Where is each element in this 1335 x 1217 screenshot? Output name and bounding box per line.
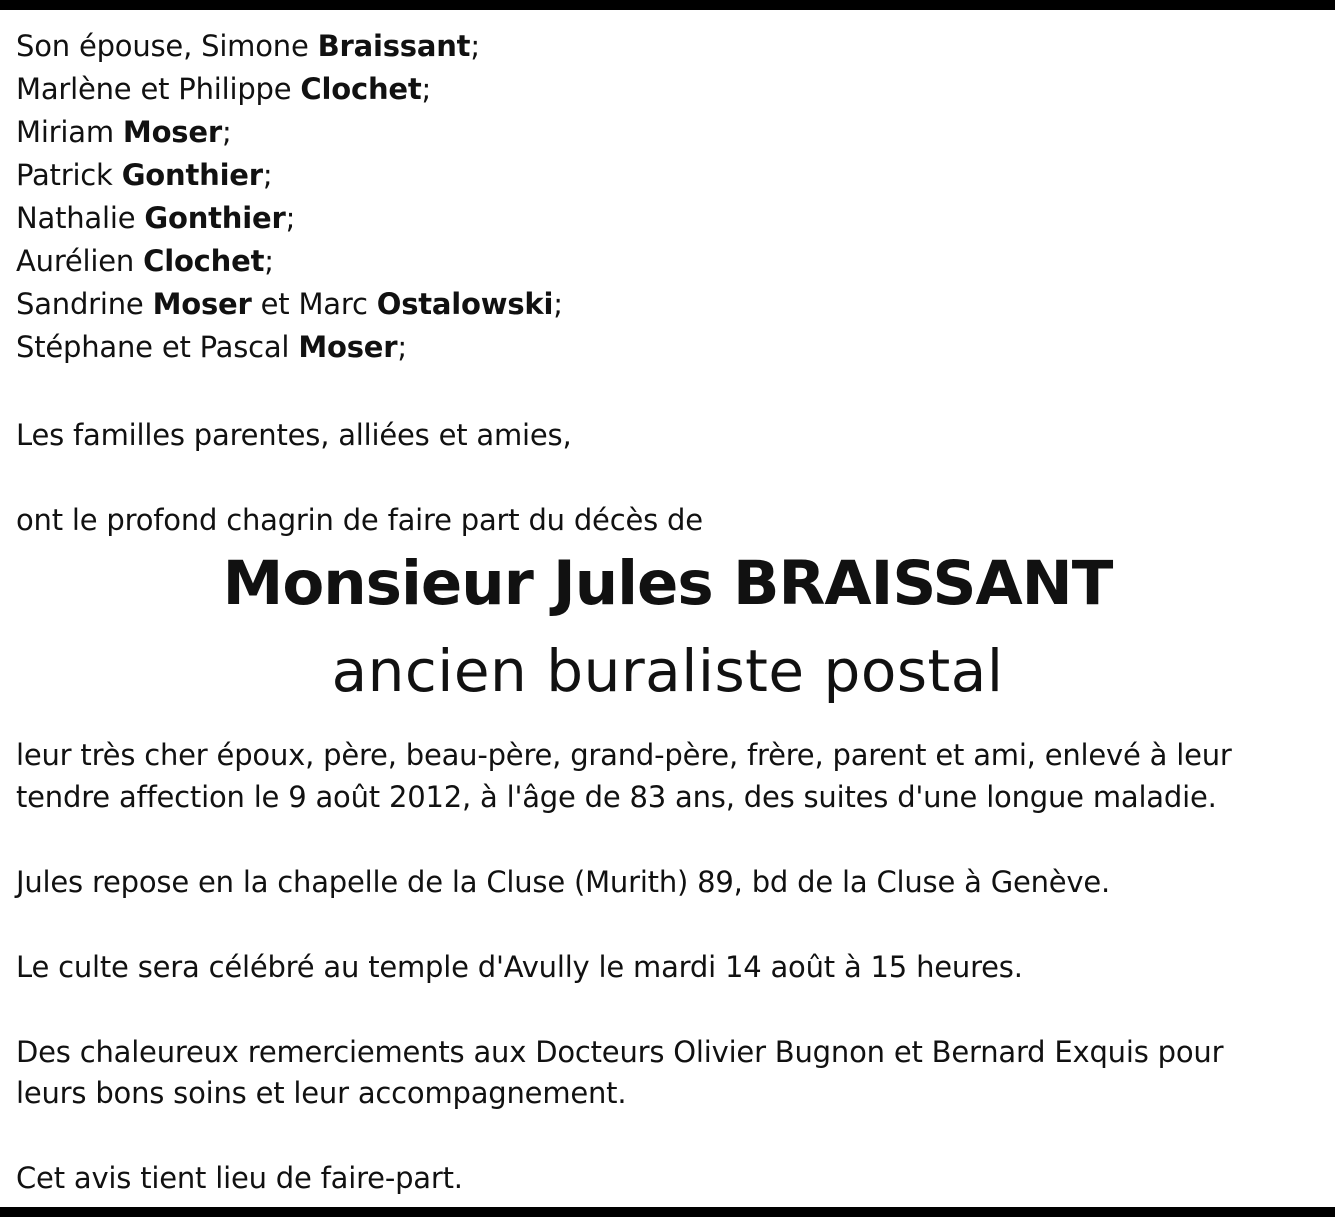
- families-line: Les familles parentes, alliées et amies,: [16, 418, 572, 452]
- description-line: tendre affection le 9 août 2012, à l'âge de 83 ans, des suites d'une longue maladie.: [16, 780, 1217, 814]
- family-line: Aurélien Clochet;: [16, 244, 274, 278]
- description-line: leur très cher époux, père, beau-père, grand-père, frère, parent et ami, enlevé à leur: [16, 738, 1232, 772]
- family-line: Nathalie Gonthier;: [16, 201, 296, 235]
- family-line: Son épouse, Simone Braissant;: [16, 29, 480, 63]
- closing-line: Cet avis tient lieu de faire-part.: [16, 1161, 463, 1195]
- family-line: Sandrine Moser et Marc Ostalowski;: [16, 287, 563, 321]
- family-line: Patrick Gonthier;: [16, 158, 273, 192]
- announcement-line: ont le profond chagrin de faire part du décès de: [16, 503, 703, 537]
- deceased-name: Monsieur Jules BRAISSANT: [222, 548, 1113, 619]
- repose-line: Jules repose en la chapelle de la Cluse (Murith) 89, bd de la Cluse à Genève.: [16, 865, 1111, 899]
- bottom-border-rule: [0, 1207, 1335, 1217]
- top-border-rule: [0, 0, 1335, 10]
- thanks-line: leurs bons soins et leur accompagnement.: [16, 1076, 627, 1110]
- deceased-profession: ancien buraliste postal: [331, 637, 1004, 705]
- family-line: Miriam Moser;: [16, 115, 232, 149]
- family-line: Marlène et Philippe Clochet;: [16, 72, 432, 106]
- thanks-line: Des chaleureux remerciements aux Docteurs Olivier Bugnon et Bernard Exquis pour: [16, 1035, 1224, 1069]
- family-line: Stéphane et Pascal Moser;: [16, 330, 407, 364]
- culte-line: Le culte sera célébré au temple d'Avully le mardi 14 août à 15 heures.: [16, 950, 1023, 984]
